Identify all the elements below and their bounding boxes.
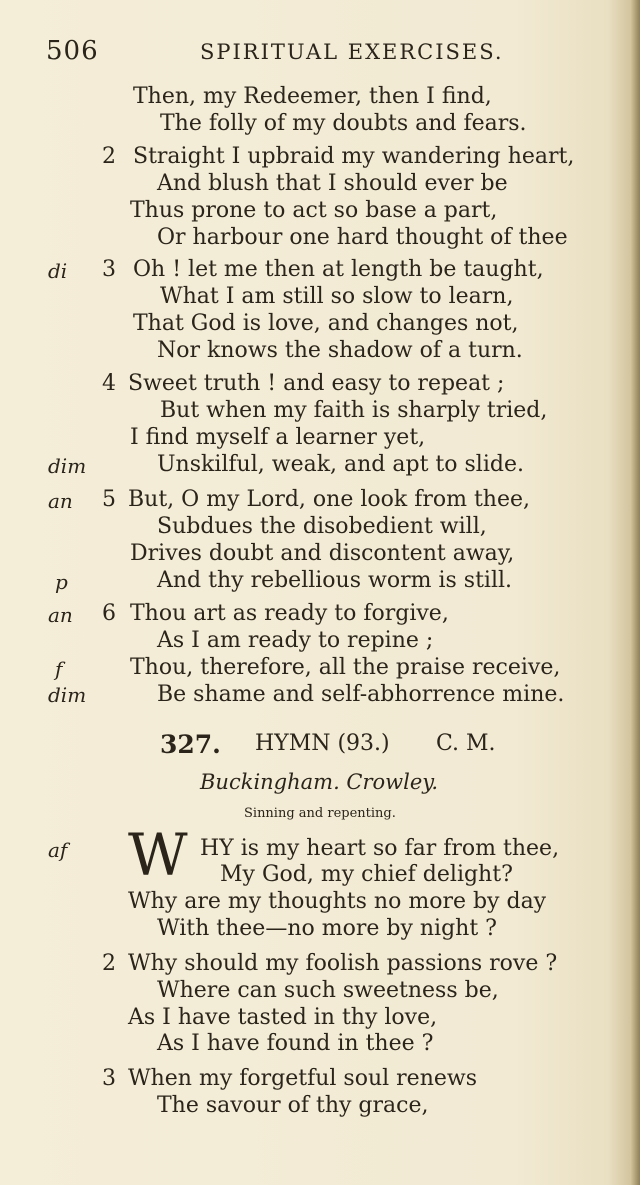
- verse-line: With thee—no more by night ?: [157, 916, 497, 941]
- verse-number: 3: [102, 257, 116, 282]
- dynamic-mark: f: [55, 657, 63, 681]
- verse-line: Subdues the disobedient will,: [157, 514, 487, 539]
- verse-line: And blush that I should ever be: [157, 171, 508, 196]
- verse-line: Be shame and self-abhorrence mine.: [157, 682, 565, 707]
- verse-line: Then, my Redeemer, then I find,: [133, 84, 492, 109]
- verse-line: Thou, therefore, all the praise receive,: [130, 655, 561, 680]
- dynamic-mark: an: [48, 489, 73, 513]
- verse-line: Nor knows the shadow of a turn.: [157, 338, 523, 363]
- running-title: SPIRITUAL EXERCISES.: [200, 40, 504, 64]
- verse-line: That God is love, and changes not,: [133, 311, 519, 336]
- verse-number: 2: [102, 951, 116, 976]
- verse-line: Sweet truth ! and easy to repeat ;: [128, 371, 505, 396]
- verse-line: Where can such sweetness be,: [157, 978, 499, 1003]
- verse-line: What I am still so slow to learn,: [160, 284, 514, 309]
- tune-names: Buckingham. Crowley.: [200, 770, 439, 794]
- verse-line: I find myself a learner yet,: [130, 425, 426, 450]
- hymn-number: 327.: [160, 730, 221, 759]
- dynamic-mark: p: [55, 570, 68, 594]
- verse-number: 3: [102, 1066, 116, 1091]
- dynamic-mark: dim: [48, 683, 87, 707]
- verse-line: Why should my foolish passions rove ?: [128, 951, 558, 976]
- verse-line: As I have tasted in thy love,: [128, 1005, 438, 1030]
- verse-line: As I have found in thee ?: [157, 1031, 434, 1056]
- verse-line: But when my faith is sharply tried,: [160, 398, 548, 423]
- verse-line: Straight I upbraid my wandering heart,: [133, 144, 575, 169]
- verse-line: Thou art as ready to forgive,: [130, 601, 449, 626]
- verse-number: 4: [102, 371, 116, 396]
- dynamic-mark: af: [48, 838, 68, 862]
- dynamic-mark: di: [48, 259, 68, 283]
- verse-number: 5: [102, 487, 116, 512]
- verse-line: But, O my Lord, one look from thee,: [128, 487, 530, 512]
- verse-line: Unskilful, weak, and apt to slide.: [157, 452, 524, 477]
- verse-line: When my forgetful soul renews: [128, 1066, 478, 1091]
- verse-line: Or harbour one hard thought of thee: [157, 225, 568, 250]
- page-edge: [630, 0, 640, 1185]
- drop-cap: W: [128, 821, 188, 889]
- hymn-subtitle: Sinning and repenting.: [244, 806, 396, 821]
- verse-line: Oh ! let me then at length be taught,: [133, 257, 544, 282]
- verse-line: The folly of my doubts and fears.: [160, 111, 527, 136]
- dynamic-mark: dim: [48, 454, 87, 478]
- verse-line: Why are my thoughts no more by day: [128, 889, 547, 914]
- page-number: 506: [46, 36, 99, 66]
- hymn-label: HYMN (93.): [255, 731, 390, 756]
- verse-line: Drives doubt and discontent away,: [130, 541, 515, 566]
- verse-line: As I am ready to repine ;: [157, 628, 434, 653]
- verse-line: HY is my heart so far from thee,: [200, 836, 560, 861]
- verse-line: The savour of thy grace,: [157, 1093, 429, 1118]
- verse-line: Thus prone to act so base a part,: [130, 198, 498, 223]
- verse-line: And thy rebellious worm is still.: [157, 568, 513, 593]
- verse-line: My God, my chief delight?: [220, 862, 513, 887]
- verse-number: 6: [102, 601, 116, 626]
- verse-number: 2: [102, 144, 116, 169]
- dynamic-mark: an: [48, 603, 73, 627]
- hymn-meter: C. M.: [436, 731, 496, 756]
